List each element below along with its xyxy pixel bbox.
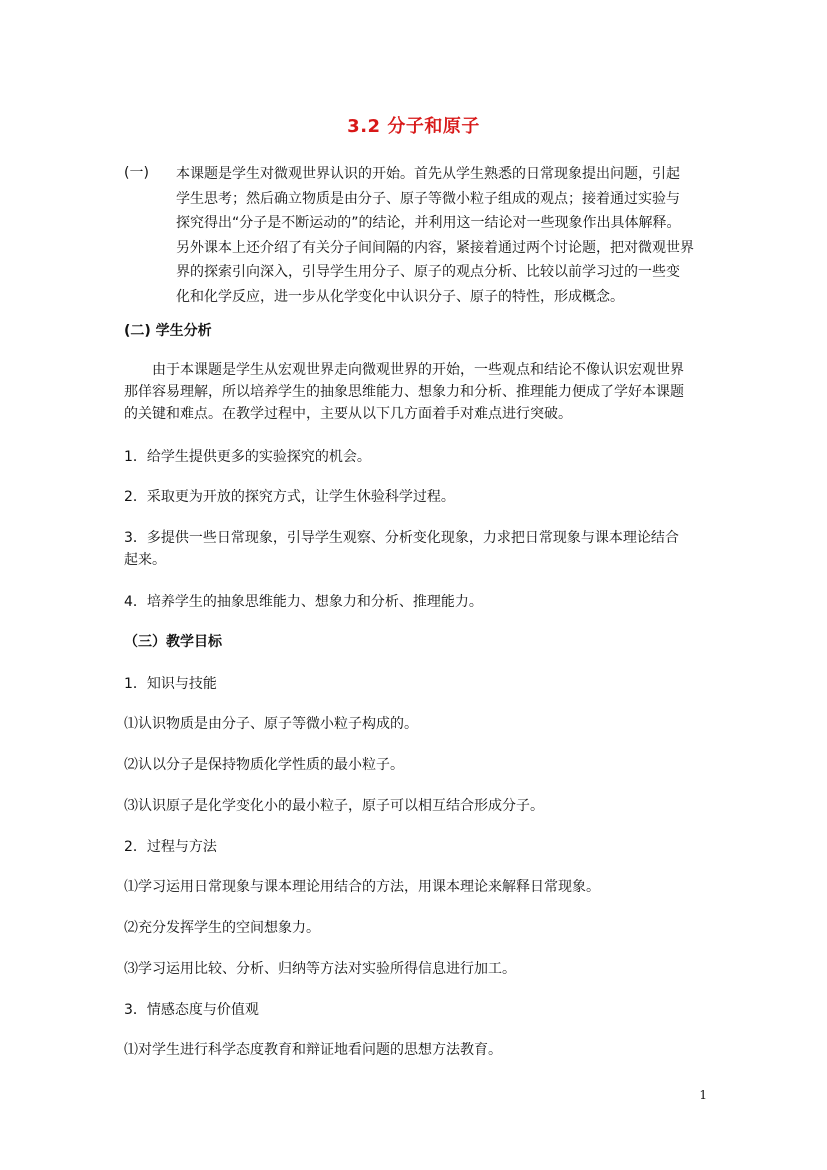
section-marker: (一) — [124, 165, 149, 181]
list-item: 4．培养学生的抽象思维能力、想象力和分析、推理能力。 — [124, 594, 483, 610]
text-line: 界的探索引向深入，引导学生用分子、原子的观点分析、比较以前学习过的一些变 — [176, 264, 680, 281]
goal-title: 1．知识与技能 — [124, 676, 217, 692]
goal-item: ⑶学习运用比较、分析、归纳等方法对实验所得信息进行加工。 — [124, 961, 516, 977]
goal-item: ⑴学习运用日常现象与课本理论用结合的方法，用课本理论来解释日常现象。 — [124, 879, 600, 895]
text-line: 那佯容易理解，所以培养学生的抽象思维能力、想象力和分析、推理能力便成了学好本课题 — [124, 384, 684, 400]
text-line: 探究得出“分子是不断运动的”的结论，并利用这一结论对一些现象作出具体解释。 — [176, 215, 681, 232]
text-line: 学生思考；然后确立物质是由分子、原子等微小粒子组成的观点；接着通过实验与 — [176, 190, 680, 207]
text-line: 由于本课题是学生从宏观世界走向微观世界的开始，一些观点和结论不像认识宏观世界 — [152, 362, 684, 378]
text-line: 起来。 — [124, 552, 166, 568]
page-title: 3.2 分子和原子 — [347, 116, 480, 137]
goal-item: ⑵认以分子是保持物质化学性质的最小粒子。 — [124, 757, 404, 773]
section-heading-teaching-goals: （三）教学目标 — [124, 634, 222, 650]
student-analysis-paragraph — [124, 359, 708, 425]
list-item: 2．采取更为开放的探究方式，让学生休验科学过程。 — [124, 489, 455, 505]
list-item: 1．给学生提供更多的实验探究的机会。 — [124, 449, 371, 465]
text-line: 本课题是学生对微观世界认识的开始。首先从学生熟悉的日常现象提出问题，引起 — [176, 166, 680, 182]
goal-item: ⑵充分发挥学生的空间想象力。 — [124, 920, 320, 936]
goal-title: 2．过程与方法 — [124, 839, 217, 855]
list-item — [124, 527, 708, 571]
goal-item: ⑴认识物质是由分子、原子等微小粒子构成的。 — [124, 716, 418, 732]
text-line: 另外课本上还介绍了有关分子间间隔的内容，紧接着通过两个讨论题，把对微观世界 — [176, 239, 694, 256]
text-line: 化和化学反应，进一步从化学变化中认识分子、原子的特性，形成概念。 — [176, 288, 624, 305]
section-intro-text — [176, 162, 724, 310]
goal-title: 3．情感态度与价值观 — [124, 1002, 259, 1018]
goal-item: ⑶认识原子是化学变化小的最小粒子，原子可以相互结合形成分子。 — [124, 798, 544, 814]
goal-item: ⑴对学生进行科学态度教育和辩证地看问题的思想方法教育。 — [124, 1042, 502, 1058]
text-line: 的关键和难点。在教学过程中，主要从以下几方面着手对难点进行突破。 — [124, 406, 572, 422]
section-heading-student-analysis: (二) 学生分析 — [124, 323, 212, 339]
text-line: 3．多提供一些日常现象，引导学生观察、分析变化现象，力求把日常现象与课本理论结合 — [124, 530, 679, 546]
page-number: 1 — [699, 1088, 707, 1102]
